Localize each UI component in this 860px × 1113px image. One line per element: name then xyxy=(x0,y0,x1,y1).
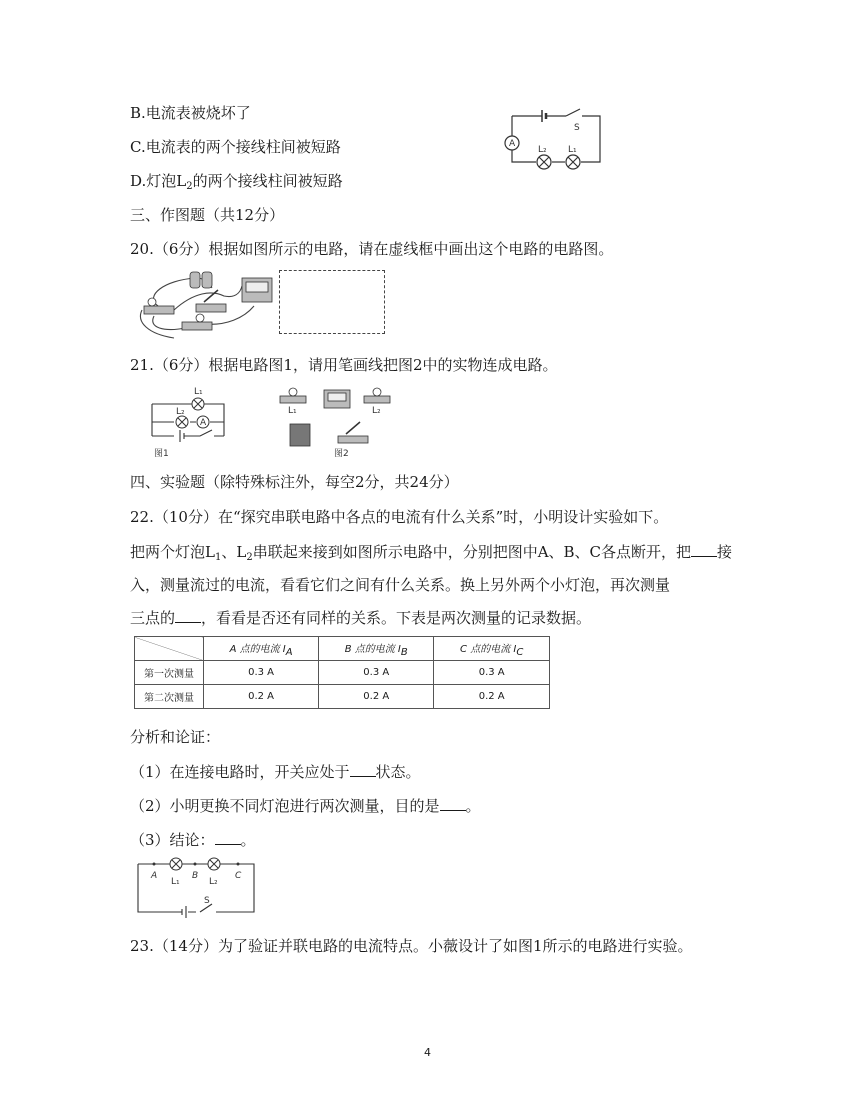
q19-ammeter-label: A xyxy=(509,139,516,149)
table-row xyxy=(135,661,550,685)
table-header-a: A 点的电流 $I_A$ xyxy=(204,637,319,661)
q21-fig1-caption: 图1 xyxy=(154,449,169,459)
q22-line3: 入，测量流过的电流，看看它们之间有什么关系。换上另外两个小灯泡，再次测量 xyxy=(130,576,671,594)
q21-fig1-lamp2-label: L₂ xyxy=(176,407,185,417)
q22-series-circuit-figure xyxy=(134,856,260,918)
table-header-c: C 点的电流 $I_C$ xyxy=(434,637,550,661)
q19-lamp1-label: L₁ xyxy=(568,145,577,155)
option-d xyxy=(130,171,343,197)
circuit-switch-label: S xyxy=(204,896,210,906)
q21-fig2-lamp1-label: L₁ xyxy=(288,406,297,416)
q22-line4-a: 三点的 xyxy=(130,609,176,627)
page-number: 4 xyxy=(424,1046,431,1059)
table-row xyxy=(135,685,550,709)
q22-line4 xyxy=(130,607,591,628)
q22-line2-c: 串联起来接到如图所示电路中，分别把图中A、B、C各点断开，把 xyxy=(252,543,692,561)
table-row-label: 第一次测量 xyxy=(135,661,204,685)
q22-line2-d: 接 xyxy=(717,543,733,561)
q22-sub2: （2）小明更换不同灯泡进行两次测量，目的是 。 xyxy=(130,797,481,815)
q22-blank-2[interactable] xyxy=(175,607,201,623)
q21-fig1-lamp1-label: L₁ xyxy=(194,387,203,397)
circuit-lamp1-label: L₁ xyxy=(171,877,180,887)
q22-sub3: （3）结论： 。 xyxy=(130,831,256,849)
q21-fig1-ammeter-label: A xyxy=(200,418,207,428)
table-cell: 0.3 A xyxy=(319,661,434,685)
q22-line2-a: 把两个灯泡L xyxy=(130,543,215,561)
q22-line4-b: ，看看是否还有同样的关系。下表是两次测量的记录数据。 xyxy=(201,609,592,627)
circuit-lamp2-label: L₂ xyxy=(209,877,218,887)
q19-circuit-figure xyxy=(492,100,607,172)
q22-line2 xyxy=(130,541,732,568)
q20-physical-circuit-picture xyxy=(134,266,274,342)
q20-text: 20.（6分）根据如图所示的电路，请在虚线框中画出这个电路的电路图。 xyxy=(130,240,614,258)
q22-analysis-title: 分析和论证： xyxy=(130,728,221,746)
option-c: C.电流表的两个接线柱间被短路 xyxy=(130,138,341,156)
q22-blank-5[interactable] xyxy=(215,829,241,845)
option-b: B.电流表被烧坏了 xyxy=(130,104,251,122)
q22-blank-1[interactable] xyxy=(691,541,717,557)
circuit-point-b: B xyxy=(192,871,199,881)
q19-switch-label: S xyxy=(574,123,580,133)
q19-lamp2-label: L₂ xyxy=(538,145,547,155)
option-d-suffix: 的两个接线柱间被短路 xyxy=(192,172,343,190)
q21-text: 21.（6分）根据电路图1，请用笔画线把图2中的实物连成电路。 xyxy=(130,356,558,374)
q22-blank-3[interactable] xyxy=(350,761,376,777)
option-d-sub: 2 xyxy=(186,181,193,192)
table-cell: 0.2 A xyxy=(434,685,550,709)
table-cell: 0.3 A xyxy=(434,661,550,685)
q22-line2-sub2: 2 xyxy=(246,552,253,563)
table-row-label: 第二次测量 xyxy=(135,685,204,709)
option-d-prefix: D.灯泡L xyxy=(130,172,187,190)
q22-blank-4[interactable] xyxy=(440,795,466,811)
table-corner-cell xyxy=(135,637,204,661)
q20-answer-dashed-box[interactable] xyxy=(279,270,385,334)
table-cell: 0.2 A xyxy=(204,685,319,709)
table-cell: 0.3 A xyxy=(204,661,319,685)
q22-line2-sub1: 1 xyxy=(214,552,222,563)
table-cell: 0.2 A xyxy=(319,685,434,709)
circuit-point-a: A xyxy=(151,871,158,881)
q21-figure1-circuit xyxy=(134,384,244,460)
q21-fig2-lamp2-label: L₂ xyxy=(372,406,381,416)
table-header-row xyxy=(135,637,550,661)
q22-sub1: （1）在连接电路时，开关应处于 状态。 xyxy=(130,763,421,781)
q22-line2-b: 、L xyxy=(221,543,247,561)
section3-heading: 三、作图题（共12分） xyxy=(130,206,285,224)
q23-text: 23.（14分）为了验证并联电路的电流特点。小薇设计了如图1所示的电路进行实验。 xyxy=(130,937,693,955)
section4-heading: 四、实验题（除特殊标注外，每空2分，共24分） xyxy=(130,473,459,491)
table-header-b: B 点的电流 $I_B$ xyxy=(319,637,434,661)
q21-figure2-components xyxy=(276,384,396,460)
q22-data-table xyxy=(134,636,550,709)
circuit-point-c: C xyxy=(235,871,242,881)
q22-line1: 22.（10分）在“探究串联电路中各点的电流有什么关系”时，小明设计实验如下。 xyxy=(130,508,669,526)
q21-fig2-caption: 图2 xyxy=(334,449,349,459)
